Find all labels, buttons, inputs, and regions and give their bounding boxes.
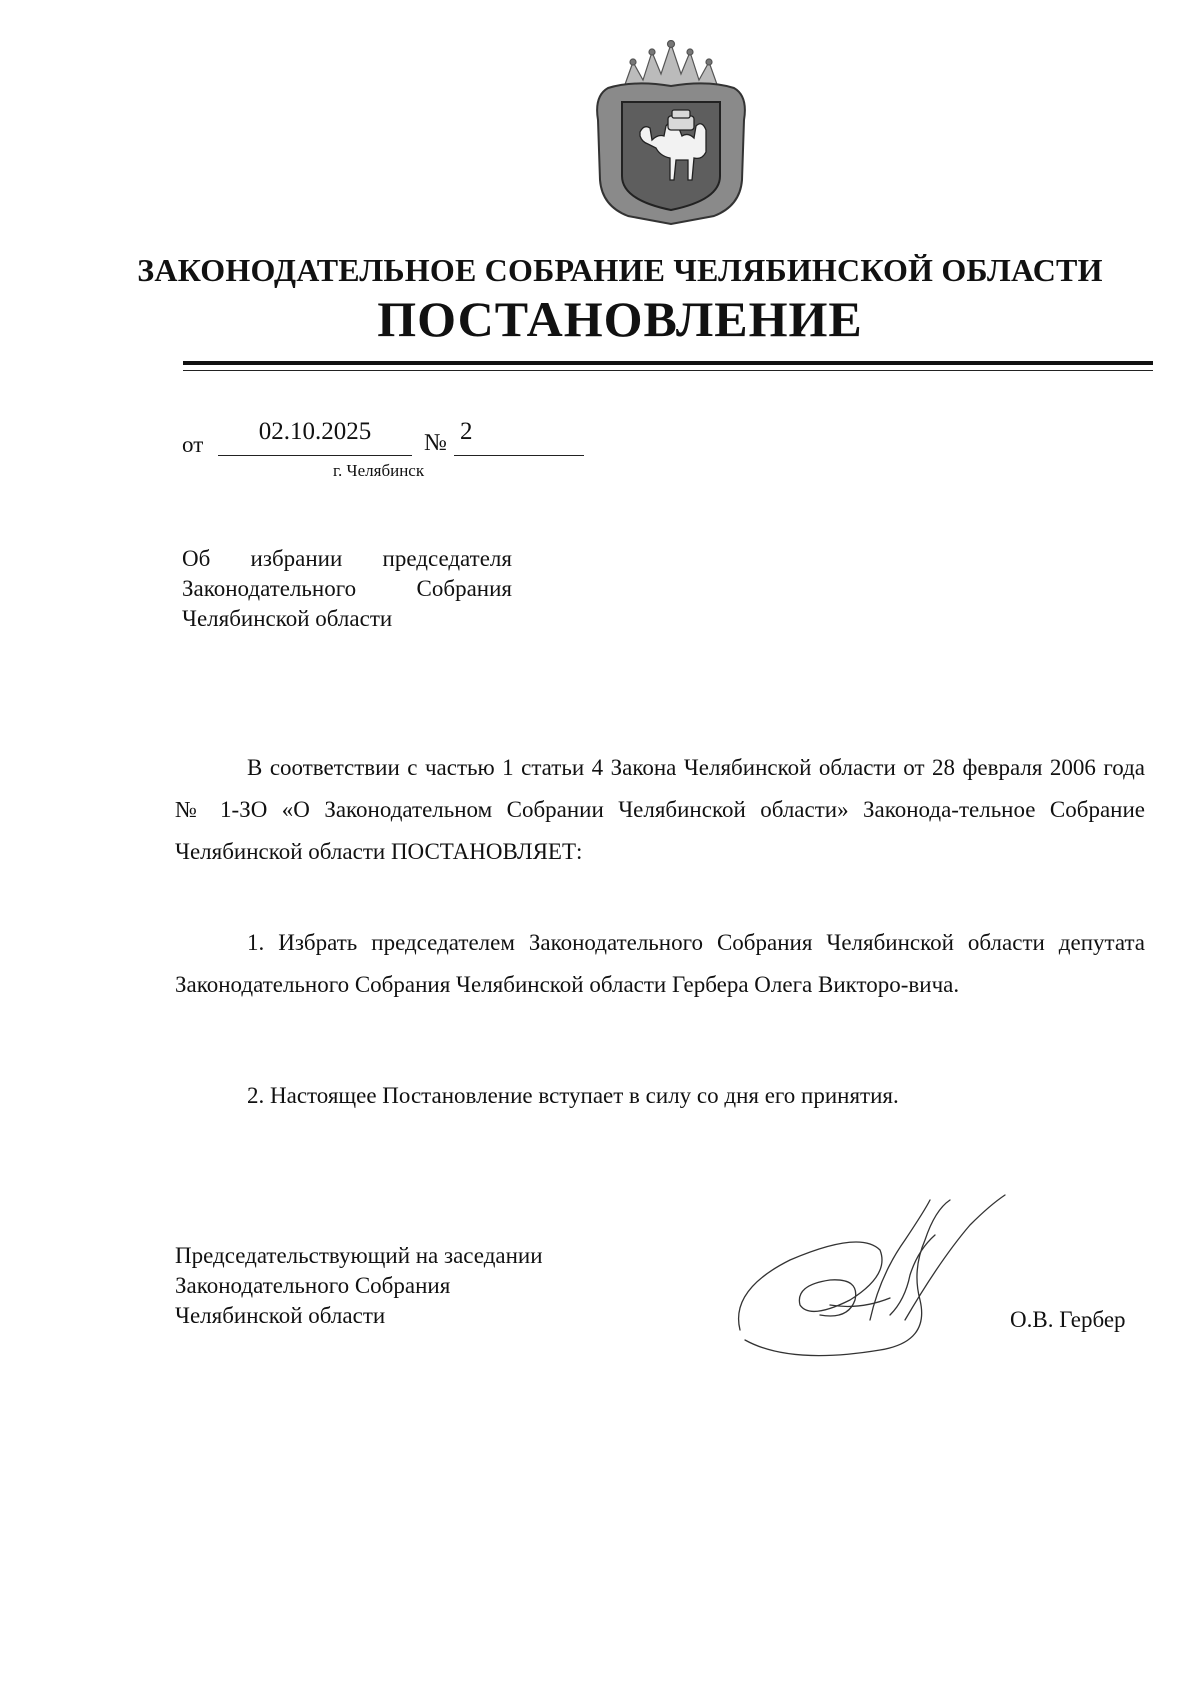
date-label: от xyxy=(182,432,204,457)
date-underline xyxy=(218,455,412,456)
document-date: 02.10.2025 xyxy=(258,418,372,445)
subject-line: Законодательного Собрания xyxy=(182,576,512,601)
signatory-position xyxy=(175,1241,543,1331)
subject-line: Челябинской области xyxy=(182,606,393,631)
document-city: г. Челябинск xyxy=(333,461,425,480)
header-rule-thin xyxy=(183,370,1153,371)
organization-title: ЗАКОНОДАТЕЛЬНОЕ СОБРАНИЕ ЧЕЛЯБИНСКОЙ ОБЛАСТИ xyxy=(137,252,1103,288)
header-rule-thick xyxy=(183,361,1153,365)
body-paragraph-item-1: 1. Избрать председателем Законодательного Собрания Челябинской области депутата Законодательного Собрания Челябинской области Гербера Олега Викторо-вича. xyxy=(175,930,1145,997)
document-type-title: ПОСТАНОВЛЕНИЕ xyxy=(377,291,863,347)
signatory-name: О.В. Гербер xyxy=(1010,1307,1126,1332)
handwritten-signature-icon xyxy=(730,1180,1030,1380)
signatory-position-line: Председательствующий на заседании xyxy=(175,1243,543,1268)
document-number: 2 xyxy=(460,418,473,445)
number-underline xyxy=(454,455,584,456)
document-subject xyxy=(182,544,512,634)
body-paragraph-preamble: В соответствии с частью 1 статьи 4 Закона Челябинской области от 28 февраля 2006 года № 1-ЗО «О Законодательном Собрании Челябинской области» Законода-тельное Собрание Челябинской области ПОСТАНОВЛЯЕТ: xyxy=(175,755,1145,864)
body-paragraph-item-2: 2. Настоящее Постановление вступает в силу со дня его принятия. xyxy=(247,1083,899,1108)
number-label: № xyxy=(424,430,447,456)
subject-line: Об избрании председателя xyxy=(182,546,512,571)
signatory-position-line: Законодательного Собрания xyxy=(175,1273,451,1298)
coat-of-arms-icon xyxy=(588,40,754,226)
signatory-position-line: Челябинской области xyxy=(175,1303,386,1328)
